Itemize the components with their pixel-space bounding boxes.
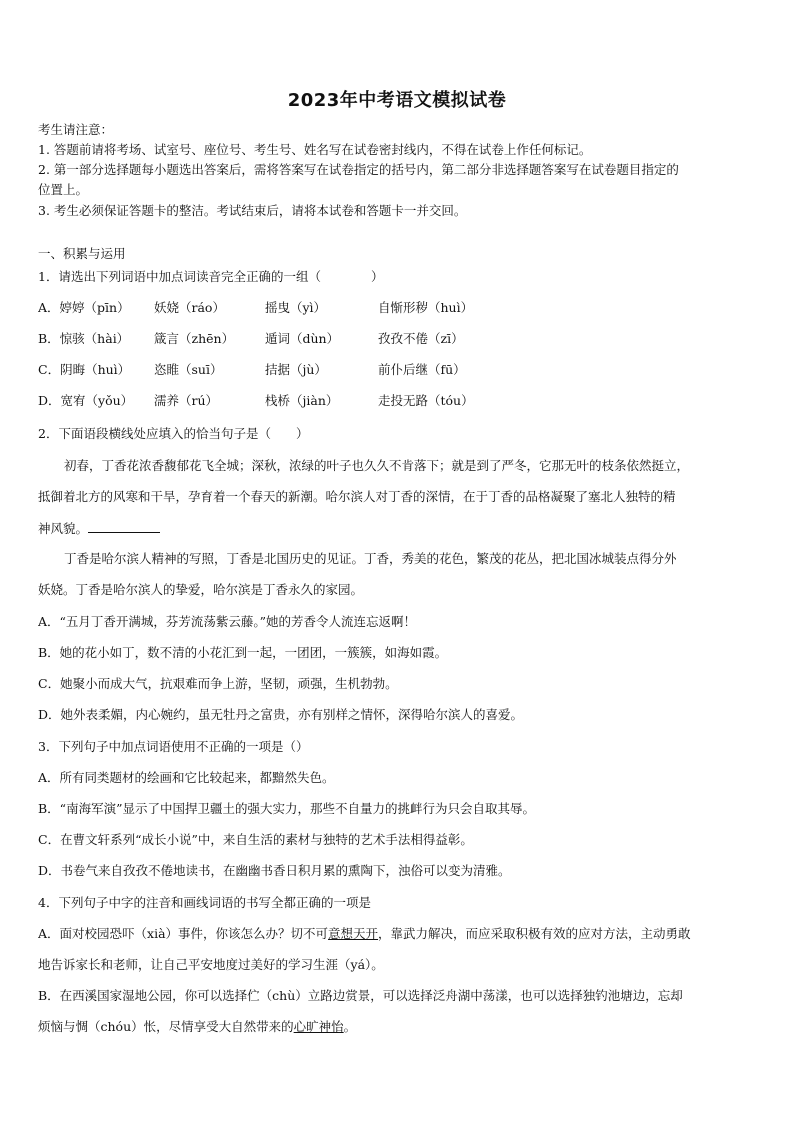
- q1-d-word-1: D．宽宥（yǒu）: [38, 393, 134, 408]
- answer-blank: [88, 519, 160, 533]
- q4-b-text-after: 。: [343, 1019, 357, 1034]
- q4-b-text-before: 烦恼与惆（chóu）怅，尽情享受大自然带来的: [38, 1019, 294, 1034]
- q1-b-word-1: B．惊骇（hài）: [38, 331, 130, 346]
- q2-option-d: D．她外表柔媚，内心婉约，虽无牡丹之富贵，亦有别样之情怀，深得哈尔滨人的喜爱。: [38, 707, 524, 722]
- q1-b-word-2: 箴言（zhēn）: [154, 331, 235, 346]
- notice-item-2: 2. 第一部分选择题每小题选出答案后，需将答案写在试卷指定的括号内，第二部分非选择题答案写在试卷题目指定的: [38, 162, 679, 177]
- q2-stem: 2．下面语段横线处应填入的恰当句子是（ ）: [38, 426, 309, 441]
- q4-option-b-line1: B．在西溪国家湿地公园，你可以选择伫（chù）立路边赏景，可以选择泛舟湖中荡漾，也可以选择独钓池塘边，忘却: [38, 988, 683, 1003]
- q1-d-word-3: 栈桥（jiàn）: [265, 393, 339, 408]
- q1-a-word-2: 妖娆（ráo）: [154, 300, 225, 315]
- q1-b-word-4: 孜孜不倦（zī）: [378, 331, 464, 346]
- q1-a-word-1: A．婷婷（pīn）: [38, 300, 130, 315]
- q2-para1-line3: [38, 519, 760, 538]
- q1-option-a: [38, 299, 760, 317]
- q1-d-word-4: 走投无路（tóu）: [378, 393, 474, 408]
- q4-option-a-line1: [38, 925, 760, 943]
- notice-item-2-cont: 位置上。: [38, 182, 89, 197]
- q1-a-word-4: 自惭形秽（huì）: [378, 300, 474, 315]
- q3-option-a: A．所有同类题材的绘画和它比较起来，都黯然失色。: [38, 770, 335, 785]
- q2-option-c: C．她聚小而成大气，抗艰难而争上游，坚韧，顽强，生机勃勃。: [38, 676, 398, 691]
- q1-option-b: [38, 330, 760, 348]
- q1-stem: 1．请选出下列词语中加点词读音完全正确的一组（ ）: [38, 269, 384, 284]
- notice-heading: 考生请注意：: [38, 122, 114, 137]
- q4-a-underlined-phrase: 意想天开: [328, 926, 379, 941]
- q2-para1-line3-text: 神风貌。: [38, 521, 89, 536]
- q1-option-c: [38, 361, 760, 379]
- q4-a-text-before: A．面对校园恐吓（xià）事件，你该怎么办？切不可: [38, 926, 329, 941]
- q2-para1-line2: 抵御着北方的风寒和干旱，孕育着一个春天的新潮。哈尔滨人对丁香的深情，在于丁香的品格凝聚了塞北人独特的精: [38, 489, 676, 504]
- q1-b-word-3: 遁词（dùn）: [265, 331, 340, 346]
- q1-c-word-1: C．阴晦（huì）: [38, 362, 131, 377]
- q3-option-d: D．书卷气来自孜孜不倦地读书，在幽幽书香日积月累的熏陶下，浊俗可以变为清雅。: [38, 863, 511, 878]
- q4-b-underlined-phrase: 心旷神怡: [293, 1019, 344, 1034]
- q1-c-word-4: 前仆后继（fū）: [378, 362, 466, 377]
- q3-stem: 3．下列句子中加点词语使用不正确的一项是（）: [38, 739, 309, 754]
- q2-para2-line2: 妖娆。丁香是哈尔滨人的挚爱，哈尔滨是丁香永久的家园。: [38, 582, 364, 597]
- q1-a-word-3: 摇曳（yì）: [265, 300, 327, 315]
- q2-para1-line1: 初春，丁香花浓香馥郁花飞全城；深秋，浓绿的叶子也久久不肯落下；就是到了严冬，它那无叶的枝条依然挺立，: [64, 458, 690, 473]
- q2-para2-line1: 丁香是哈尔滨人精神的写照，丁香是北国历史的见证。丁香，秀美的花色，繁茂的花丛，把北国冰城装点得分外: [64, 551, 677, 566]
- q4-option-a-line2: 地告诉家长和老师，让自己平安地度过美好的学习生涯（yá）。: [38, 957, 384, 972]
- q3-option-b: B．“南海军演”显示了中国捍卫疆土的强大实力，那些不自量力的挑衅行为只会自取其辱。: [38, 801, 535, 816]
- q1-option-d: [38, 392, 760, 410]
- q4-option-b-line2: [38, 1018, 760, 1036]
- notice-item-3: 3. 考生必须保证答题卡的整洁。考试结束后，请将本试卷和答题卡一并交回。: [38, 203, 467, 218]
- q2-option-a: A．“五月丁香开满城，芬芳流荡紫云藤。”她的芳香令人流连忘返啊！: [38, 614, 417, 629]
- q4-a-text-after: ，靠武力解决，而应采取积极有效的应对方法，主动勇敢: [378, 926, 691, 941]
- q1-d-word-2: 濡养（rú）: [154, 393, 219, 408]
- notice-item-1: 1. 答题前请将考场、试室号、座位号、考生号、姓名写在试卷密封线内，不得在试卷上作任何标记。: [38, 142, 592, 157]
- section-heading: 一、积累与运用: [38, 246, 126, 261]
- q1-c-word-3: 拮据（jù）: [265, 362, 327, 377]
- exam-title: 2023年中考语文模拟试卷: [287, 90, 507, 111]
- q2-option-b: B．她的花小如丁，数不清的小花汇到一起，一团团，一簇簇，如海如霞。: [38, 645, 448, 660]
- q4-stem: 4．下列句子中字的注音和画线词语的书写全都正确的一项是: [38, 895, 371, 910]
- q1-c-word-2: 恣睢（suī）: [154, 362, 223, 377]
- q3-option-c: C．在曹文轩系列“成长小说”中，来自生活的素材与独特的艺术手法相得益彰。: [38, 832, 473, 847]
